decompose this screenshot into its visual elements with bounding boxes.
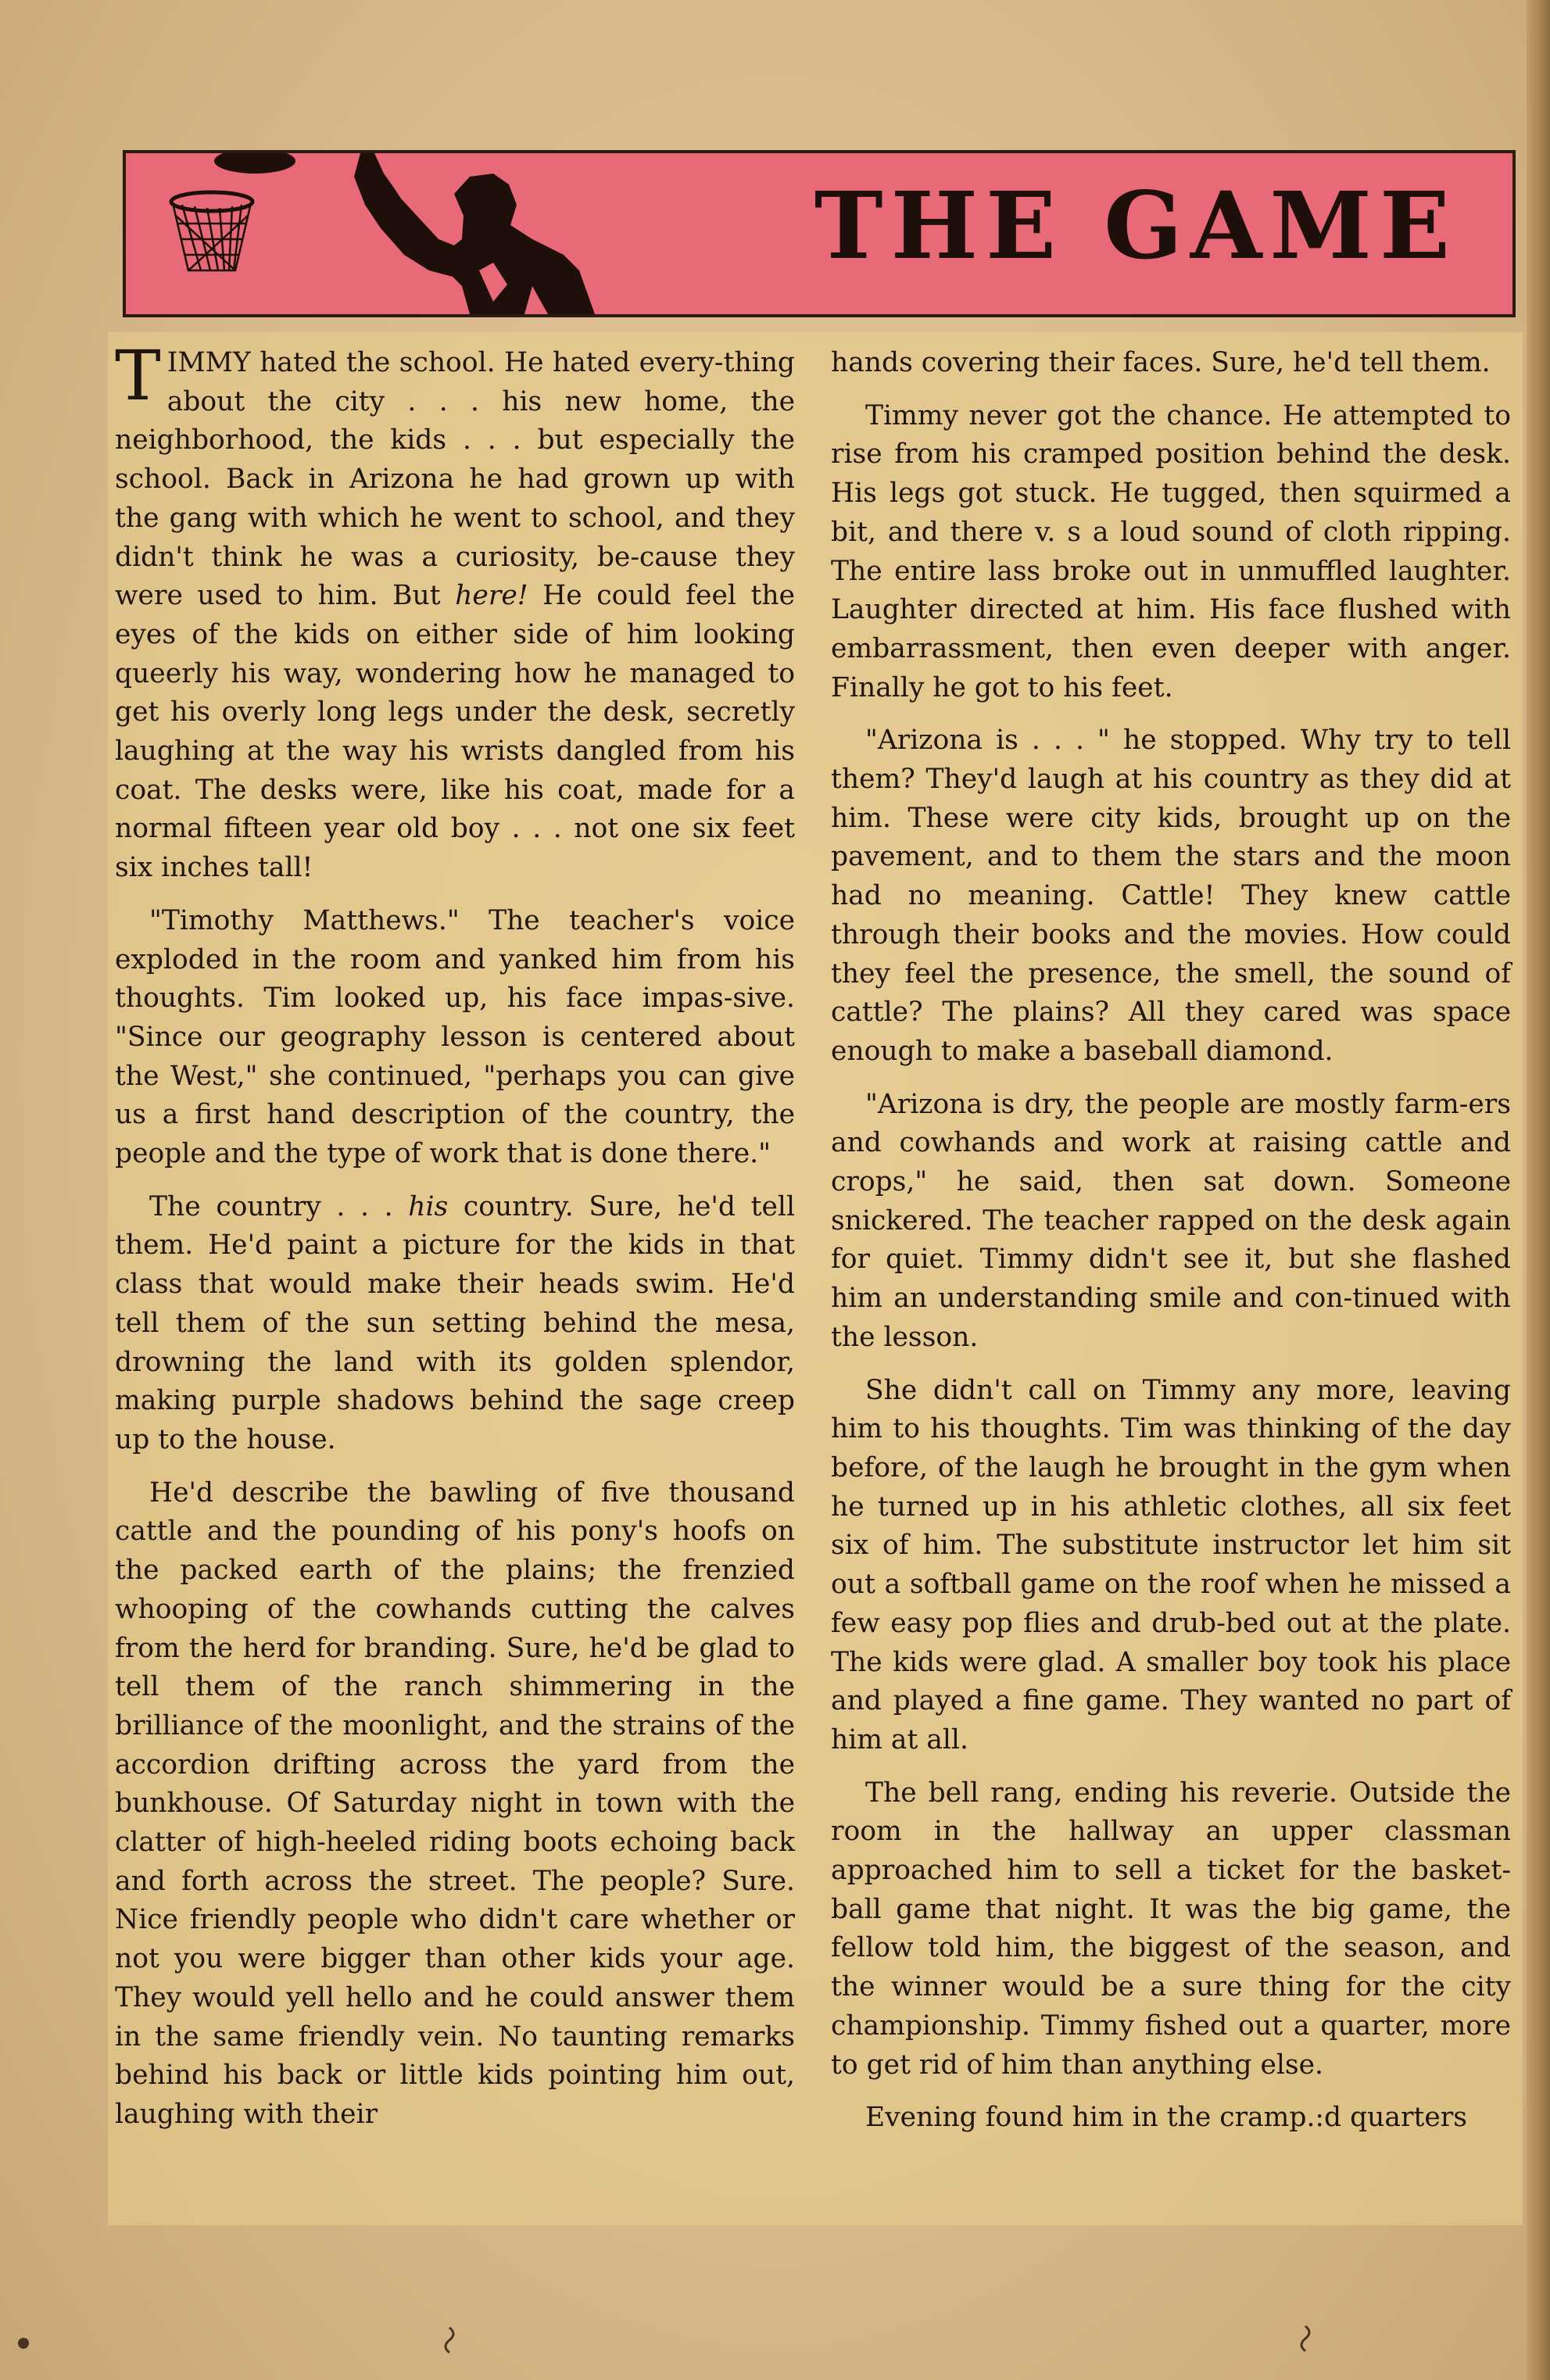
player-silhouette-icon [354, 153, 595, 314]
paragraph: Evening found him in the cramp.:d quarters [865, 2102, 1467, 2134]
left-column [115, 335, 795, 2149]
basketball-icon [214, 153, 295, 174]
drop-cap: T [115, 335, 161, 416]
paragraph: The bell rang, ending his reverie. Outside the room in the hallway an upper classman approached him to sell a ticket for the basket-ball game that night. It was the big game, the fellow told him, the biggest of the season, and the winner would be a sure thing for the city championship. Timmy fished out a quarter, more to get rid of him than anything else. [831, 1777, 1511, 2081]
right-column [831, 344, 1511, 2152]
paragraph: "Arizona is dry, the people are mostly farm-ers and cowhands and work at raising cattle and crops," he said, then sat down. Someone snickered. The teacher rapped on the desk again for quiet. Timmy didn't see it, but she flashed him an understanding smile and con-tinued with the lesson. [831, 1088, 1511, 1353]
basketball-net-icon [173, 203, 251, 270]
registration-mark-icon [18, 2338, 29, 2349]
paragraph: "Arizona is . . . " he stopped. Why try to tell them? They'd laugh at his country as they did at him. These were city kids, brought up on the pavement, and to them the stars and the moon had no meaning. Cattle! They knew cattle through their books and the movies. How could they feel the presence, the smell, the sound of cattle? The plains? All they cared was space enough to make a baseball diamond. [831, 725, 1511, 1067]
title-banner [123, 150, 1516, 317]
paragraph: The country . . . his country. Sure, he'd tell them. He'd paint a picture for the kids in that class that would make their heads swim. He'd tell them of the sun setting behind the mesa, drowning the land with its golden splendor, making purple shadows behind the sage creep up to the house. [115, 1190, 795, 1455]
paragraph: He'd describe the bawling of five thousand cattle and the pounding of his pony's hoofs on the packed earth of the plains; the frenzied whooping of the cowhands cutting the calves from the herd for branding. Sure, he'd be glad to tell them of the ranch shimmering in the brilliance of the moonlight, and the strains of the accordion drifting across the yard from the bunkhouse. Of Saturday night in town with the clatter of high-heeled riding boots echoing back and forth across the street. The people? Sure. Nice friendly people who didn't care whether or not you were bigger than other kids your age. They would yell hello and he could answer them in the same friendly vein. No taunting remarks behind his back or little kids pointing him out, laughing with their [115, 1476, 795, 2130]
paragraph: hands covering their faces. Sure, he'd tell them. [831, 347, 1491, 378]
staple-mark-icon [446, 2326, 1309, 2353]
paragraph: TIMMY hated the school. He hated every-thing about the city . . . his new home, the neighborhood, the kids . . . but especially the school. Back in Arizona he had grown up with the gang with which he went to school, and they didn't think he was a curiosity, be-cause they were used to him. But here! He could feel the eyes of the kids on either side of him looking queerly his way, wondering how he managed to get his overly long legs under the desk, secretly laughing at the way his wrists dangled from his coat. The desks were, like his coat, made for a normal fifteen year old boy . . . not one six feet six inches tall! [115, 335, 795, 884]
paragraph: She didn't call on Timmy any more, leaving him to his thoughts. Tim was thinking of the day before, of the laugh he brought in the gym when he turned up in his athletic clothes, all six feet six of him. The substitute instructor let him sit out a softball game on the roof when he missed a few easy pop flies and drub-bed out at the plate. The kids were glad. A smaller boy took his place and played a fine game. They wanted no part of him at all. [831, 1374, 1511, 1755]
paragraph: Timmy never got the chance. He attempted to rise from his cramped position behind the desk. His legs got stuck. He tugged, then squirmed a bit, and there v. s a loud sound of cloth ripping. The entire lass broke out in unmuffled laughter. Laughter directed at him. His face flushed with embarrassment, then even deeper with anger. Finally he got to his feet. [831, 399, 1511, 703]
paragraph: "Timothy Matthews." The teacher's voice exploded in the room and yanked him from his thoughts. Tim looked up, his face impas-sive. "Since our geography lesson is centered about the West," she continued, "perhaps you can give us a first hand description of the country, the people and the type of work that is done there." [115, 904, 795, 1170]
story-title: THE GAME [814, 171, 1458, 280]
header-illustration [126, 153, 829, 314]
page-print-marks [0, 2312, 1550, 2359]
page-edge [1527, 0, 1550, 2380]
